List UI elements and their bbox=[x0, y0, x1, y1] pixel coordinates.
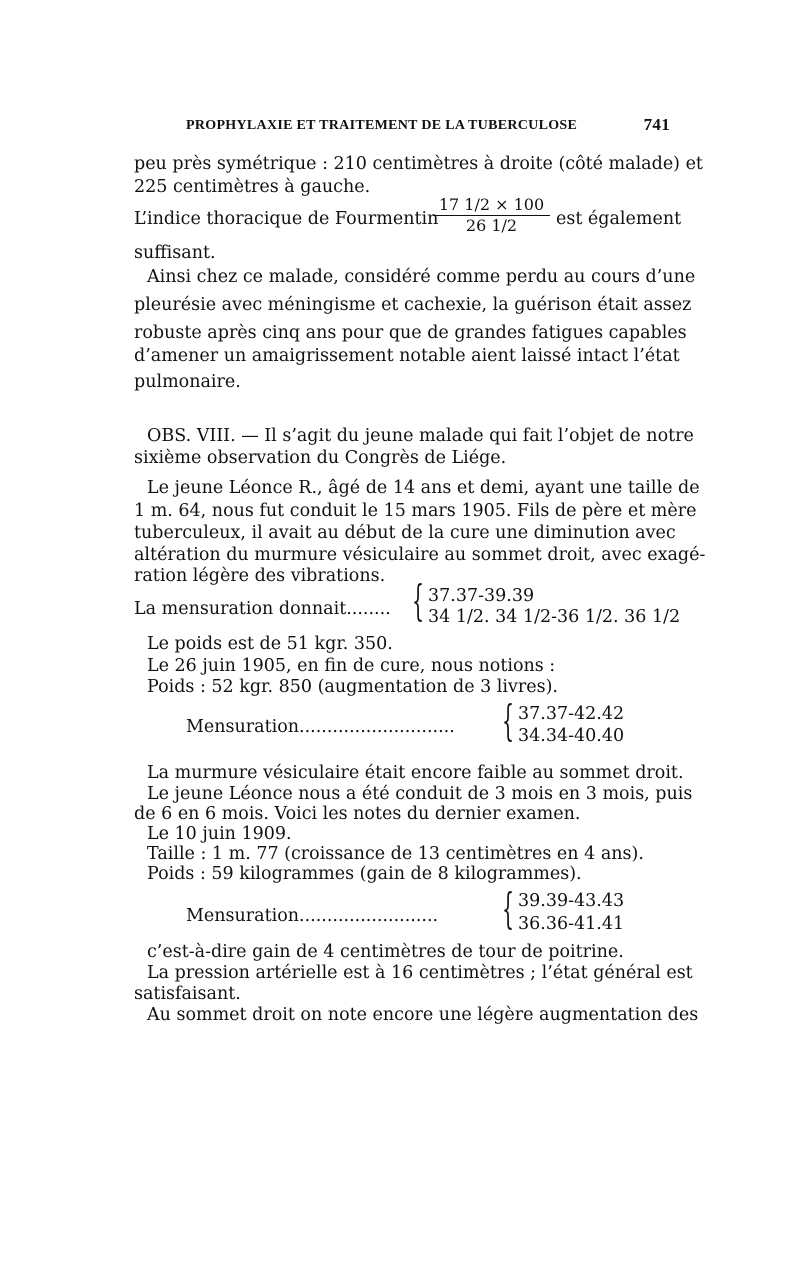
text-line: tuberculeux, il avait au début de la cure une diminution avec bbox=[134, 523, 676, 543]
text-line: 1 m. 64, nous fut conduit le 15 mars 1905. Fils de père et mère bbox=[134, 501, 697, 521]
text-line: est également bbox=[556, 209, 682, 229]
measurement-label: Mensuration............................ bbox=[186, 717, 455, 737]
text-line: Le poids est de 51 kgr. 350. bbox=[147, 634, 393, 654]
running-header-title: PROPHYLAXIE ET TRAITEMENT DE LA TUBERCULOSE bbox=[186, 118, 578, 133]
text-line: sixième observation du Congrès de Liége. bbox=[134, 448, 507, 468]
text-line: peu près symétrique : 210 centimètres à droite (côté malade) et bbox=[134, 154, 703, 174]
text-line: pulmonaire. bbox=[134, 372, 241, 392]
text-line: robuste après cinq ans pour que de grandes fatigues capables bbox=[134, 323, 687, 343]
measurement-value: 39.39-43.43 bbox=[518, 891, 625, 911]
text-line: de 6 en 6 mois. Voici les notes du dernier examen. bbox=[134, 804, 581, 824]
measurement-value: 37.37-39.39 bbox=[428, 586, 535, 606]
fraction-denominator: 26 1/2 bbox=[465, 216, 518, 235]
text-line: pleurésie avec méningisme et cachexie, la guérison était assez bbox=[134, 295, 692, 315]
measurement-value: 36.36-41.41 bbox=[518, 914, 625, 934]
text-line: d’amener un amaigrissement notable aient laissé intact l’état bbox=[134, 346, 680, 366]
running-header bbox=[186, 115, 670, 134]
text-line: satisfaisant. bbox=[134, 984, 241, 1004]
text-line: Au sommet droit on note encore une légère augmentation des bbox=[147, 1005, 699, 1025]
fraction-numerator: 17 1/2 × 100 bbox=[438, 195, 545, 214]
measurement-label: Mensuration......................... bbox=[186, 906, 439, 926]
text-line: Taille : 1 m. 77 (croissance de 13 centimètres en 4 ans). bbox=[147, 844, 644, 864]
text-line: 225 centimètres à gauche. bbox=[134, 177, 371, 197]
text-line: La pression artérielle est à 16 centimètres ; l’état général est bbox=[147, 963, 693, 983]
text-line: Le jeune Léonce R., âgé de 14 ans et demi, ayant une taille de bbox=[147, 478, 700, 498]
text-line: La murmure vésiculaire était encore faible au sommet droit. bbox=[147, 763, 684, 783]
text-line: L’indice thoracique de Fourmentin bbox=[134, 209, 439, 229]
text-line: Ainsi chez ce malade, considéré comme perdu au cours d’une bbox=[147, 267, 696, 287]
text-line: Poids : 59 kilogrammes (gain de 8 kilogrammes). bbox=[147, 864, 582, 884]
measurement-value: 34 1/2. 34 1/2-36 1/2. 36 1/2 bbox=[428, 607, 681, 627]
text-line: altération du murmure vésiculaire au sommet droit, avec exagé- bbox=[134, 545, 706, 565]
measurement-label: La mensuration donnait........ bbox=[134, 599, 391, 619]
brace-symbol: { bbox=[502, 884, 515, 933]
measurement-value: 37.37-42.42 bbox=[518, 704, 625, 724]
text-line: Poids : 52 kgr. 850 (augmentation de 3 livres). bbox=[147, 677, 558, 697]
brace-symbol: { bbox=[412, 576, 425, 625]
text-line: c’est-à-dire gain de 4 centimètres de tour de poitrine. bbox=[147, 942, 624, 962]
measurement-value: 34.34-40.40 bbox=[518, 726, 625, 746]
text-line: Le jeune Léonce nous a été conduit de 3 mois en 3 mois, puis bbox=[147, 784, 693, 804]
text-line: Le 10 juin 1909. bbox=[147, 824, 292, 844]
text-line: Le 26 juin 1905, en fin de cure, nous notions : bbox=[147, 656, 556, 676]
text-line: suffisant. bbox=[134, 243, 216, 263]
fraction bbox=[433, 196, 550, 235]
brace-symbol: { bbox=[502, 696, 515, 745]
observation-heading: OBS. VIII. — Il s’agit du jeune malade qui fait l’objet de notre bbox=[147, 426, 694, 446]
page-number: 741 bbox=[643, 115, 670, 134]
text-line: ration légère des vibrations. bbox=[134, 566, 386, 586]
